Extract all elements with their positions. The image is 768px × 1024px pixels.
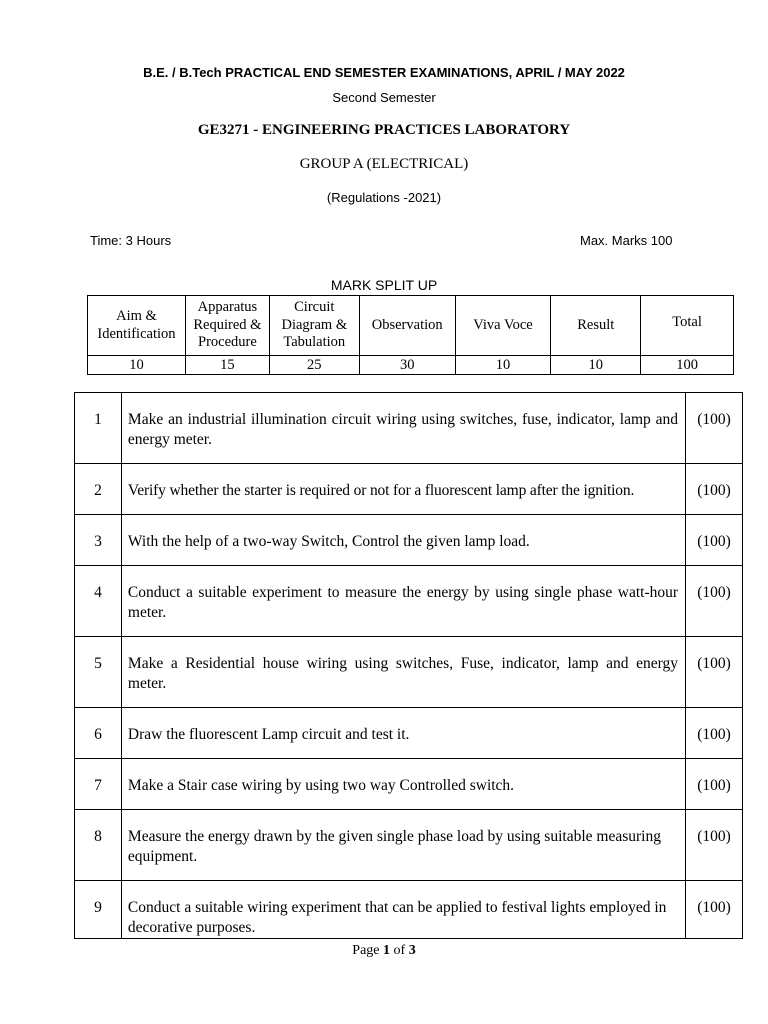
question-number: 8 — [75, 810, 122, 881]
semester-label: Second Semester — [332, 90, 436, 105]
split-header-line: Tabulation — [283, 334, 346, 351]
question-row — [75, 810, 743, 881]
question-text: Measure the energy drawn by the given single phase load by using suitable measuring equipment. — [121, 810, 685, 881]
of-word: of — [393, 943, 406, 958]
split-header-line: Required & — [193, 316, 262, 333]
split-header-line: Procedure — [198, 334, 257, 351]
split-header-cell — [269, 296, 359, 356]
split-header-line: Aim & — [116, 308, 157, 324]
current-page-number: 1 — [383, 943, 391, 958]
question-text: Conduct a suitable experiment to measure the energy by using single phase watt-hour meter. — [121, 566, 685, 637]
split-header-cell — [641, 296, 734, 356]
regulations-label: (Regulations -2021) — [326, 190, 442, 205]
question-row — [75, 637, 743, 708]
question-number: 6 — [75, 708, 122, 759]
page-footer — [0, 943, 768, 959]
question-number: 4 — [75, 566, 122, 637]
question-text: Make a Stair case wiring by using two way Controlled switch. — [121, 759, 685, 810]
question-row — [75, 393, 743, 464]
question-row — [75, 708, 743, 759]
split-header-line: Circuit — [294, 299, 335, 316]
question-text: Conduct a suitable wiring experiment that can be applied to festival lights employed in decorative purposes. — [121, 881, 685, 939]
question-marks: (100) — [686, 566, 743, 637]
mark-split-title: MARK SPLIT UP — [330, 277, 438, 293]
question-number: 7 — [75, 759, 122, 810]
question-row — [75, 881, 743, 939]
split-mark-cell: 10 — [455, 356, 551, 375]
question-text: With the help of a two-way Switch, Control the given lamp load. — [121, 515, 685, 566]
question-marks: (100) — [686, 515, 743, 566]
split-header-cell — [551, 296, 641, 356]
question-text: Verify whether the starter is required or not for a fluorescent lamp after the ignition. — [121, 464, 685, 515]
split-header-cell — [455, 296, 551, 356]
split-mark-cell: 100 — [641, 356, 734, 375]
question-number: 5 — [75, 637, 122, 708]
question-marks: (100) — [686, 759, 743, 810]
question-number: 9 — [75, 881, 122, 939]
question-text: Make an industrial illumination circuit wiring using switches, fuse, indicator, lamp and energy meter. — [121, 393, 685, 464]
split-header-line: Result — [577, 316, 615, 333]
question-marks: (100) — [686, 393, 743, 464]
question-row — [75, 566, 743, 637]
split-header-line: Diagram & — [281, 316, 348, 333]
split-mark-cell: 25 — [269, 356, 359, 375]
split-header-line: Total — [672, 313, 702, 330]
split-header-cell — [88, 296, 186, 356]
split-header-line: Observation — [371, 316, 443, 333]
question-row — [75, 515, 743, 566]
mark-split-header-row — [88, 296, 734, 356]
exam-title: B.E. / B.Tech PRACTICAL END SEMESTER EXAMINATIONS, APRIL / MAY 2022 — [143, 65, 625, 80]
split-mark-cell: 30 — [359, 356, 455, 375]
mark-split-table — [87, 295, 734, 375]
total-pages-number: 3 — [408, 943, 416, 958]
question-marks: (100) — [686, 810, 743, 881]
split-mark-cell: 15 — [185, 356, 269, 375]
split-mark-cell: 10 — [551, 356, 641, 375]
question-number: 3 — [75, 515, 122, 566]
question-row — [75, 464, 743, 515]
question-marks: (100) — [686, 464, 743, 515]
questions-table — [74, 392, 743, 939]
question-number: 1 — [75, 393, 122, 464]
group-label: GROUP A (ELECTRICAL) — [299, 156, 469, 172]
split-header-line: Apparatus — [197, 299, 258, 316]
question-text: Draw the fluorescent Lamp circuit and test it. — [121, 708, 685, 759]
question-marks: (100) — [686, 708, 743, 759]
split-header-cell — [359, 296, 455, 356]
split-header-line: Identification — [97, 325, 176, 342]
split-header-line: Viva Voce — [473, 316, 533, 333]
split-mark-cell: 10 — [88, 356, 186, 375]
question-number: 2 — [75, 464, 122, 515]
mark-split-values-row — [88, 356, 734, 375]
time-label: Time: 3 Hours — [90, 233, 172, 248]
split-header-cell — [185, 296, 269, 356]
question-row — [75, 759, 743, 810]
page-word: Page — [352, 943, 380, 958]
question-marks: (100) — [686, 637, 743, 708]
course-title: GE3271 - ENGINEERING PRACTICES LABORATORY — [197, 122, 571, 138]
question-text: Make a Residential house wiring using switches, Fuse, indicator, lamp and energy meter. — [121, 637, 685, 708]
max-marks-label: Max. Marks 100 — [580, 233, 673, 248]
question-marks: (100) — [686, 881, 743, 939]
